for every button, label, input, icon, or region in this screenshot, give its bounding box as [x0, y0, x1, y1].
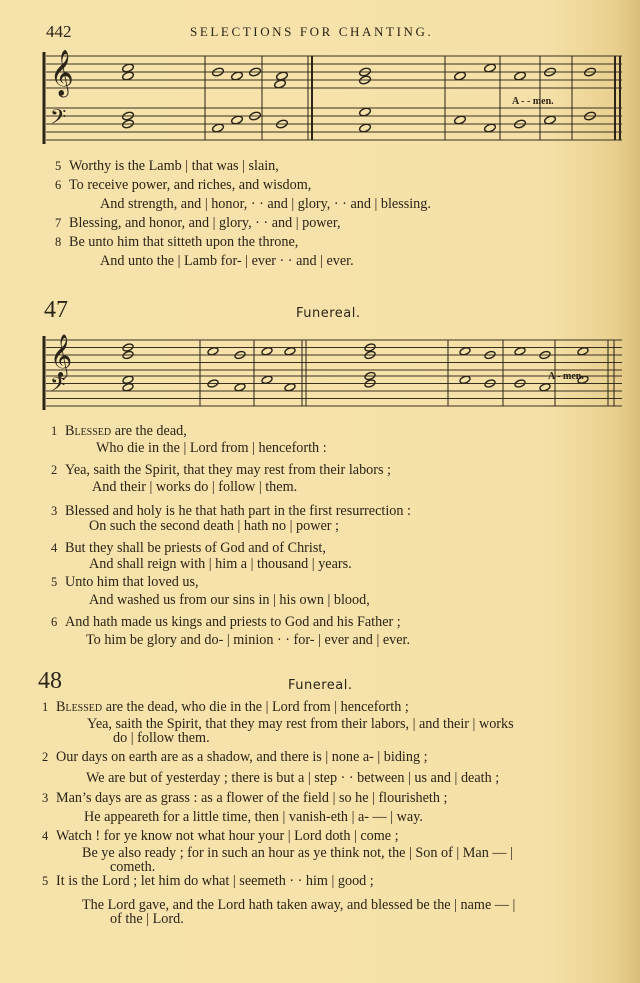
verse-line [42, 699, 409, 716]
verse-continuation-line [89, 592, 370, 609]
verse-number: 5 [42, 874, 49, 888]
verse-number: 2 [51, 463, 58, 477]
verse-number: 8 [55, 235, 62, 249]
verse-continuation-line [86, 770, 499, 787]
verse-text: are the dead, who die in the | Lord from | henceforth ; [102, 699, 409, 715]
verse-text: Our days on earth are as a shadow, and there is | none a- | biding ; [56, 749, 428, 765]
treble-clef-icon: 𝄞 [50, 50, 74, 96]
verse-continuation-line [100, 196, 431, 213]
verse-text: But they shall be priests of God and of Christ, [65, 540, 326, 556]
verse-number: 6 [55, 178, 62, 192]
verse-text: And unto the | Lamb for- | ever · · and | ever. [100, 253, 354, 269]
chant-title-47: Funereal. [296, 306, 361, 321]
verse-text: On such the second death | hath no | power ; [89, 518, 339, 534]
verse-text: Who die in the | Lord from | henceforth : [96, 440, 327, 456]
verse-text: do | follow them. [113, 730, 210, 746]
verse-number: 4 [51, 541, 58, 555]
verse-number: 7 [55, 216, 62, 230]
verse-text: cometh. [110, 859, 156, 875]
amen-lyric-46: A - - men. [512, 96, 554, 107]
verse-text: And strength, and | honor, · · and | glory, · · and | blessing. [100, 196, 431, 212]
verse-line [51, 574, 199, 591]
verse-text: are the dead, [111, 423, 187, 439]
verse-line [55, 177, 311, 194]
verse-number: 3 [42, 791, 49, 805]
verse-text: Yea, saith the Spirit, that they may rest from their labors, | and their | works [87, 716, 514, 732]
verse-text: And washed us from our sins in | his own | blood, [89, 592, 370, 608]
verse-text: He appeareth for a little time, then | vanish-eth | a- — | way. [84, 809, 423, 825]
verse-continuation-line [84, 809, 423, 826]
verse-line [55, 234, 298, 251]
treble-clef-icon: 𝄞 [50, 333, 73, 377]
verse-number: 1 [42, 700, 49, 714]
verse-continuation-line [113, 730, 210, 747]
chant-number-47: 47 [44, 297, 68, 323]
verse-lead-word: Blessed [56, 699, 103, 715]
verse-number: 6 [51, 615, 58, 629]
verse-text: The Lord gave, and the Lord hath taken away, and blessed be the | name — | [82, 897, 516, 913]
verse-number: 2 [42, 750, 49, 764]
verse-text: Yea, saith the Spirit, that they may rest from their labors ; [65, 462, 391, 478]
verse-line [55, 215, 341, 232]
verse-text: Blessing, and honor, and | glory, · · and | power, [69, 215, 341, 231]
verse-continuation-line [100, 253, 354, 270]
verse-text: Blessed and holy is he that hath part in the first resurrection : [65, 503, 411, 519]
verse-number: 3 [51, 504, 58, 518]
verse-continuation-line [92, 479, 297, 496]
verse-continuation-line [96, 440, 327, 457]
verse-text: And their | works do | follow | them. [92, 479, 298, 495]
page-number: 442 [46, 22, 72, 41]
verse-text: We are but of yesterday ; there is but a | step · · between | us and | death ; [86, 770, 500, 786]
verse-number: 5 [51, 575, 58, 589]
verse-text: It is the Lord ; let him do what | seemeth · · him | good ; [56, 873, 374, 889]
verse-line [55, 158, 279, 175]
verse-line [42, 828, 399, 845]
verse-text: Be ye also ready ; for in such an hour as ye think not, the | Son of | Man — | [82, 845, 513, 861]
verse-text: To him be glory and do- | minion · · for- | ever and | ever. [86, 632, 411, 648]
verse-line [42, 790, 447, 807]
verse-text: Watch ! for ye know not what hour your | Lord doth | come ; [56, 828, 399, 844]
verse-line [51, 423, 187, 440]
verse-lead-word: Blessed [65, 423, 112, 439]
verse-text: Unto him that loved us, [65, 574, 199, 590]
verse-text: Be unto him that sitteth upon the throne, [69, 234, 299, 250]
verse-continuation-line [89, 518, 339, 535]
verse-text: And hath made us kings and priests to God and his Father ; [65, 614, 401, 630]
verse-number: 5 [55, 159, 62, 173]
verse-continuation-line [89, 556, 352, 573]
verse-line [51, 540, 326, 557]
verse-line [51, 462, 391, 479]
verse-text: Man’s days are as grass : as a flower of the field | so he | flourisheth ; [56, 790, 448, 806]
verse-text: of the | Lord. [110, 911, 184, 927]
amen-lyric-47: A - men. [548, 371, 584, 382]
verse-number: 4 [42, 829, 49, 843]
verse-line [42, 749, 428, 766]
verse-number: 1 [51, 424, 58, 438]
bass-clef-icon: 𝄢 [50, 105, 67, 135]
verse-text: And shall reign with | him a | thousand | years. [89, 556, 352, 572]
verse-line [42, 873, 374, 890]
verse-line [51, 614, 401, 631]
running-head: SELECTIONS FOR CHANTING. [190, 24, 434, 39]
verse-continuation-line [110, 911, 184, 928]
chant-number-48: 48 [38, 668, 62, 694]
verse-text: To receive power, and riches, and wisdom, [69, 177, 312, 193]
verse-text: Worthy is the Lamb | that was | slain, [69, 158, 279, 174]
chant-title-48: Funereal. [288, 678, 353, 693]
bass-clef-icon: 𝄢 [50, 373, 66, 401]
verse-continuation-line [86, 632, 410, 649]
